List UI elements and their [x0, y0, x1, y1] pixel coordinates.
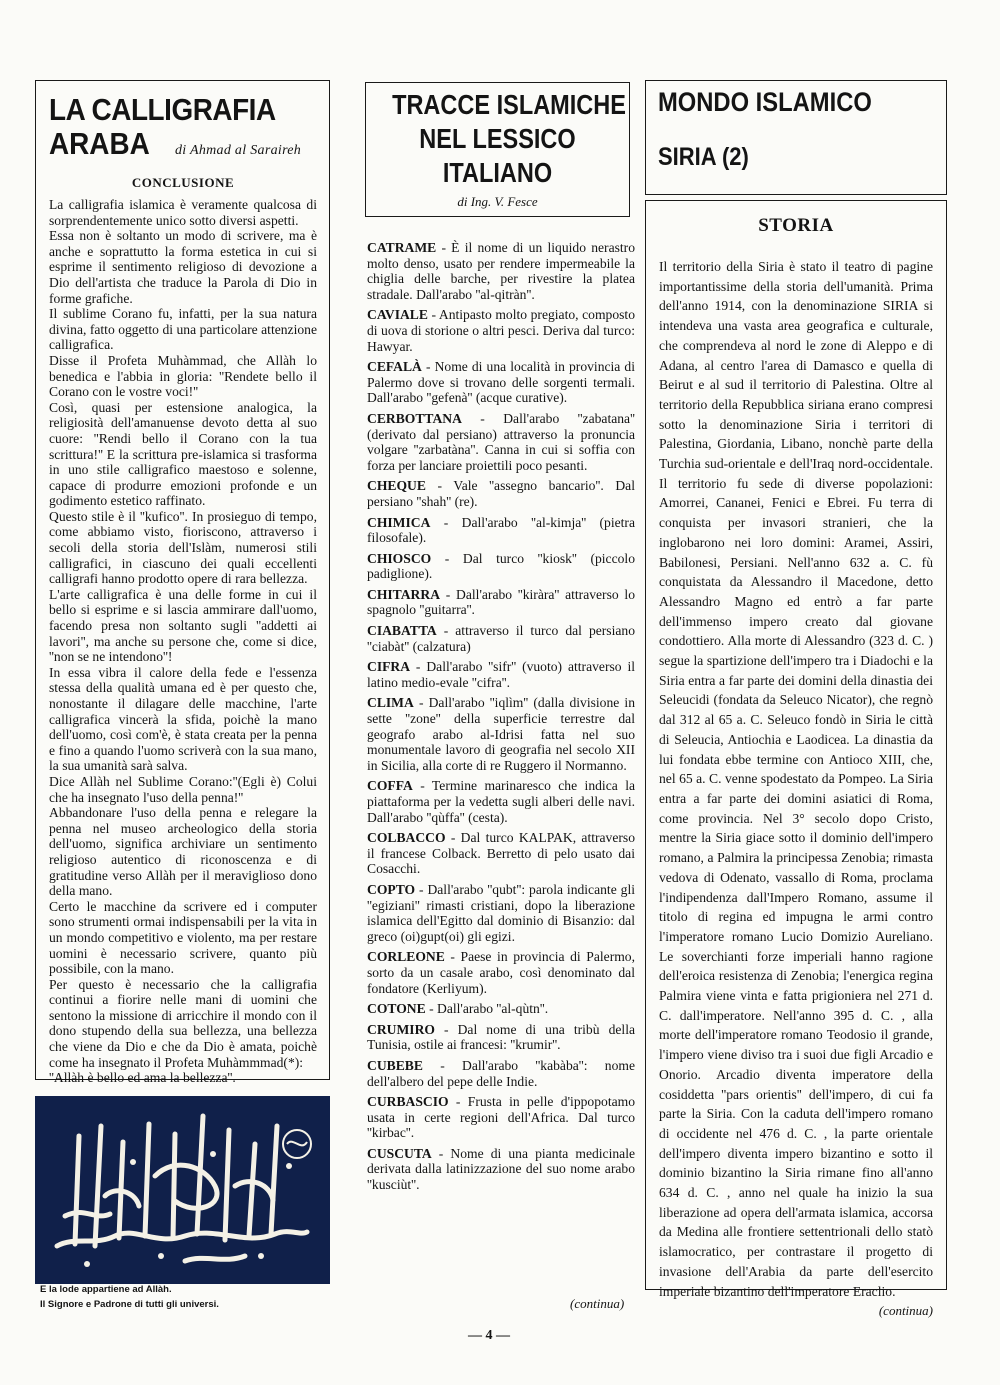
paragraph: Così, quasi per estensione analogica, la religiosità dell'amanuense devoto detta al suo cuore: ''Rendi bello il Corano con la tua scrittura!'' E la scrittura pre-islamica si trasforma in uno stile calligrafico maestoso e solenne, capace di produrre emozioni profonde e un godimento estetico raffinato. — [49, 399, 317, 509]
article-title-row2 — [49, 127, 317, 161]
lexicon-entry — [367, 551, 635, 582]
lexicon-entry — [367, 515, 635, 546]
entry-term: COLBACCO — [367, 830, 446, 846]
entry-definition: - Dal turco ''kiosk'' (piccolo padiglione). — [367, 550, 635, 582]
entry-term: CHIMICA — [367, 514, 431, 530]
entry-definition: - attraverso il turco dal persiano ''ciabàt'' (calzatura) — [367, 623, 635, 654]
paragraph: La calligrafia islamica è veramente qualcosa di sorprendentemente unico sotto diversi aspetti. — [49, 197, 317, 228]
paragraph: Questo stile è il ''kufico''. In prosieguo di tempo, come abbiamo visto, fioriscono, attraverso i secoli della storia dell'Islàm, numerosi stili calligrafici, in ciascuno dei quali eccellenti calligrafi hanno prodotto opere di rara bellezza. — [49, 508, 317, 587]
entry-definition: - Antipasto molto pregiato, composto di uova di storione o altri pesci. Deriva dal turco: Hawyar. — [367, 307, 635, 354]
entry-definition: - Dall'arabo ''kabàba'': nome dell'albero del pepe delle Indie. — [367, 1057, 635, 1089]
article-title-line2: ARABA — [49, 126, 150, 161]
entry-term: CURBASCIO — [367, 1094, 449, 1110]
section-heading: CONCLUSIONE — [131, 175, 235, 190]
entry-definition: - Paese in provincia di Palermo, sorto da un casale arabo, così denominato dal fondatore (Kerliyum). — [367, 949, 635, 996]
lessico-title-line3: ITALIANO — [442, 157, 553, 188]
storia-body: Il territorio della Siria è stato il teatro di pagine importantissime della storia dell'umanità. Prima dell'anno 1914, con la denominazione SIRIA si intendeva una vasta area geografica e culturale, che comprendeva al nord le zone di Aleppo e di Adana, al centro l'area di Damasco e quella di Beirut e al sud il territorio di Palestina. Oltre al territorio della Repubblica siriana erano compresi sotto la denominazione Siria i territori di Palestina, Giordania, Libano, nonchè parte della Turchia sud-orientale e dell'Iraq nord-occidentale. Il territorio fu sede di diverse popolazioni: Amorrei, Cananei, Fenici e Ebrei. Fu terra di conquista per invasori stranieri, che la inglobarono nei loro domini: Aramei, Assiri, Babilonesi, Persiani. Nell'anno 632 a. C. fù conquistata da Alessandro il Macedone, detto Alessandro Magno ed entrò a far parte dell'immenso impero creato dal giovane condottiero. Alla morte di Alessandro (323 d. C. ) segue la spartizione dell'impero tra i Diadochi e la Siria entra a far parte dei domini della dinastia dei Seleucidi (fondata da Seleuco Nicator), che regnò dal 312 al 65 a. C. Seleuco fondò in Siria le città di Seleucia, Antiochia e Laodicea. La dinastia da lui fondata ebbe termine con Antioco XIII, che, nel 65 a. C. venne spodestato da Pompeo. La Siria entra a far parte dei domini asiatici di Roma, come provincia. Nel 3° secolo dopo Cristo, mentre la Siria giace sotto il dominio dell'impero romano, a Palmira la principessa Zenobia; rimasta vedova di Odenato, vassallo di Roma, proclama l'indipendenza dall'Impero Romano, assume il titolo di regina ed impugna le armi contro l'imperatore romano Lucio Domizio Aureliano. Le soverchianti forze imperiali hanno ragione dell'eroica resistenza di Zenobia; l'energica regina Palmira viene vinta e fatta prigioniera nel 271 d. C. dall'imperatore. Nell'anno 395 d. C. , alla morte dell'imperatore romano Teodosio il grande, l'impero viene diviso tra i suoi due figli Arcadio e Onorio. Arcadio diventa imperatore della cosiddetta ''pars orientis'' dell'impero, di cui fa parte la Siria. Con la caduta dell'impero romano di occidente nel 476 d. C. , la parte orientale dell'impero diventa impero bizantino e sotto il dominio bizantino la Siria rimane fino all'anno 634 d. C. , anno nel quale ha inizio la sua liberazione ad opera dell'armata islamica, accorsa da Medina alle frontiere settentrionali dello statò islamocratico, per contrastare il progetto di invasione dell'Arabia da parte dell'esercito imperiale bizantino dell'imperatore Eraclio. — [659, 259, 933, 1299]
lessico-entries — [367, 240, 635, 1198]
entry-term: CRUMIRO — [367, 1021, 435, 1037]
mondo-islamico-header — [645, 80, 947, 195]
paragraph: Certo le macchine da scrivere ed i computer sono strumenti ormai indispensabili per la vita in un mondo competitivo e violento, ma per restare uomini è necessario scrivere, quanto più possibile, con la mano. — [49, 898, 317, 977]
lexicon-entry — [367, 1058, 635, 1089]
entry-term: CIABATTA — [367, 623, 437, 639]
paragraph: Essa non è soltanto un modo di scrivere, ma è anche e soprattutto la forma estetica in cui si esprime il sentimento religioso di devozione a Dio dell'artista che traduce la Parola di Dio in forme grafiche. — [49, 228, 317, 306]
page-number: — 4 — — [468, 1328, 510, 1343]
lexicon-entry — [367, 949, 635, 996]
entry-definition: - Dall'arabo ''qubt'': parola indicante gli ''egiziani'' rimasti cristiani, dopo la liberazione islamica dell'Egitto dal dominio di Bisanzio: dal greco (oi)gupt(oi) gli egizi. — [367, 881, 635, 944]
section-heading: STORIA — [758, 215, 834, 236]
lexicon-entry — [367, 695, 635, 773]
entry-definition: - Dall'arabo ''sifr'' (vuoto) attraverso il latino medio-evale ''cifra''. — [367, 659, 635, 690]
lexicon-entry — [367, 659, 635, 690]
caption-line-2: Il Signore e Padrone di tutti gli universi. — [40, 1299, 219, 1310]
lexicon-entry — [367, 1094, 635, 1141]
lexicon-entry — [367, 830, 635, 877]
lexicon-entry — [367, 359, 635, 406]
entry-definition: - Dall'arabo ''iqlìm'' (dalla divisione in sette ''zone'' della superficie terrestre dal geografo arabo al-Idrisi fatta nel suo monumentale lavoro di geografia nel secolo XII in Sicilia, alla corte di re Ruggero il Normanno. — [367, 695, 635, 773]
paragraph: Abbandonare l'uso della penna e relegare la penna nel museo archeologico della storia dell'uomo, significa archiviare un sentimento religioso autentico di riconoscenza e di gratitudine verso Allàh per il meraviglioso dono della mano. — [49, 805, 317, 899]
entry-term: CIFRA — [367, 659, 411, 675]
entry-definition: - Dall'arabo ''zabatana'' (derivato dal persiano) attraverso la pronuncia volgare ''zarbatàna''. Canna in cui si soffia con forza per lanciare proiettili poco pesanti. — [367, 410, 635, 473]
entry-definition: - Nome di una pianta medicinale derivata dalla latinizzazione del suo nome arabo ''kusciùt''. — [367, 1145, 635, 1193]
lexicon-entry — [367, 478, 635, 509]
storia-article — [645, 200, 947, 1319]
entry-term: CORLEONE — [367, 949, 445, 965]
lexicon-entry — [367, 1001, 635, 1017]
entry-definition: - Dal turco KALPAK, attraverso il francese Colback. Berretto di pelo usato dai Cosacchi. — [367, 830, 635, 877]
paragraph: Per questo è necessario che la calligrafia continui a fiorire nelle mani di uomini che sentono la missione di arricchire il mondo con il dono stupendo della sua bellezza, una bellezza che viene da Dio e che da Dio è amata, poichè come ha insegnato il Profeta Muhàmmmad(*): — [49, 976, 317, 1070]
lessico-title-line1: TRACCE ISLAMICHE — [392, 89, 626, 120]
entry-term: CERBOTTANA — [367, 410, 462, 426]
calligraphy-image — [35, 1096, 330, 1284]
article-title-line1: LA CALLIGRAFIA — [49, 92, 276, 127]
calligrafia-article — [35, 80, 330, 1086]
entry-term: CUBEBE — [367, 1057, 423, 1073]
paragraph: L'arte calligrafica è una delle forme in cui il bello si esprime e si lascia ammirare dall'uomo, facendo presa non soltanto sugli ''addetti ai lavori'', ma anche su persone che, come si dice, ''non se ne intendono''! — [49, 586, 317, 665]
lexicon-entry — [367, 587, 635, 618]
lexicon-entry — [367, 411, 635, 473]
lexicon-entry — [367, 778, 635, 825]
entry-definition: - Dall'arabo ''al-kimja'' (pietra filosofale). — [367, 514, 635, 546]
arabic-calligraphy-icon — [35, 1096, 330, 1284]
entry-term: CHEQUE — [367, 478, 426, 494]
entry-term: COTONE — [367, 1001, 426, 1017]
lexicon-entry — [367, 240, 635, 302]
entry-term: CAVIALE — [367, 307, 428, 323]
lexicon-entry — [367, 1022, 635, 1053]
entry-term: COFFA — [367, 778, 413, 794]
entry-definition: - Dal nome di una tribù della Tunisia, ostile ai francesi: ''krumir''. — [367, 1021, 635, 1053]
continua-label: (continua) — [878, 1303, 933, 1319]
paragraph: ''Allàh è bello ed ama la bellezza''. — [49, 1070, 236, 1086]
entry-term: CATRAME — [367, 240, 437, 255]
paragraph: Dice Allàh nel Sublime Corano:''(Egli è) Colui che ha insegnato l'uso della penna!'' — [49, 773, 317, 805]
article-body — [49, 197, 317, 1086]
entry-term: CUSCUTA — [367, 1145, 432, 1161]
caption-line-1: E la lode appartiene ad Allàh. — [40, 1284, 172, 1295]
lessico-author: di Ing. V. Fesce — [457, 194, 538, 209]
lexicon-entry — [367, 1146, 635, 1193]
paragraph: In essa vibra il calore della fede e l'essenza stessa della qualità umana ed è per questo che, nonostante il dilagare delle macchine, l'arte calligrafica vincerà la sfida, poichè la mano dell'uomo, così com'è, è stata creata per la penna e fino a quando l'uomo scriverà con la sua mano, la sua umanità sarà salva. — [49, 664, 317, 774]
lessico-title-line2: NEL LESSICO — [419, 123, 576, 154]
lexicon-entry — [367, 882, 635, 944]
entry-term: CEFALÀ — [367, 359, 422, 375]
mondo-islamico-subtitle: SIRIA (2) — [658, 143, 749, 171]
entry-definition: - Dall'arabo ''al-qùtn''. — [425, 1001, 549, 1017]
lexicon-entry — [367, 623, 635, 654]
entry-definition: - Dall'arabo ''kiràra'' attraverso lo spagnolo ''guitarra''. — [367, 586, 635, 618]
mondo-islamico-title: MONDO ISLAMICO — [658, 87, 872, 117]
image-caption — [40, 1282, 340, 1312]
paragraph: Disse il Profeta Muhàmmad, che Allàh lo benedica e l'abbia in gloria: ''Rendete bello il Corano con le vostre voci!'' — [49, 352, 317, 400]
continua-label: (continua) — [570, 1296, 625, 1311]
entry-definition: - Frusta in pelle d'ippopotamo usata in certe regioni dell'Africa. Dal turco ''kirbac''. — [367, 1094, 635, 1141]
article-author: di Ahmad al Saraireh — [174, 143, 302, 158]
lexicon-entry — [367, 307, 635, 354]
entry-definition: - È il nome di un liquido nerastro molto denso, usato per rendere impermeabile la chiglia delle barche, per rivestire la platea stradale. Dall'arabo ''al-qitràn''. — [367, 240, 635, 302]
entry-term: CHITARRA — [367, 586, 441, 602]
entry-term: CHIOSCO — [367, 550, 432, 566]
entry-term: CLIMA — [367, 695, 414, 711]
paragraph: Il sublime Corano fu, infatti, per la sua natura divina, fatto oggetto di una particolare attenzione calligrafica. — [49, 306, 317, 353]
entry-definition: - Vale ''assegno bancario''. Dal persiano ''shah'' (re). — [367, 478, 635, 509]
lessico-header — [365, 82, 630, 217]
entry-definition: - Nome di una località in provincia di Palermo dove si trovano delle sorgenti termali. Dall'arabo ''gefenà'' (acque curative). — [367, 359, 635, 406]
entry-definition: - Termine marinaresco che indica la piattaforma per la vedetta sugli alberi delle navi. Dall'arabo ''qùffa'' (cesta). — [367, 778, 635, 825]
entry-term: COPTO — [367, 881, 416, 897]
